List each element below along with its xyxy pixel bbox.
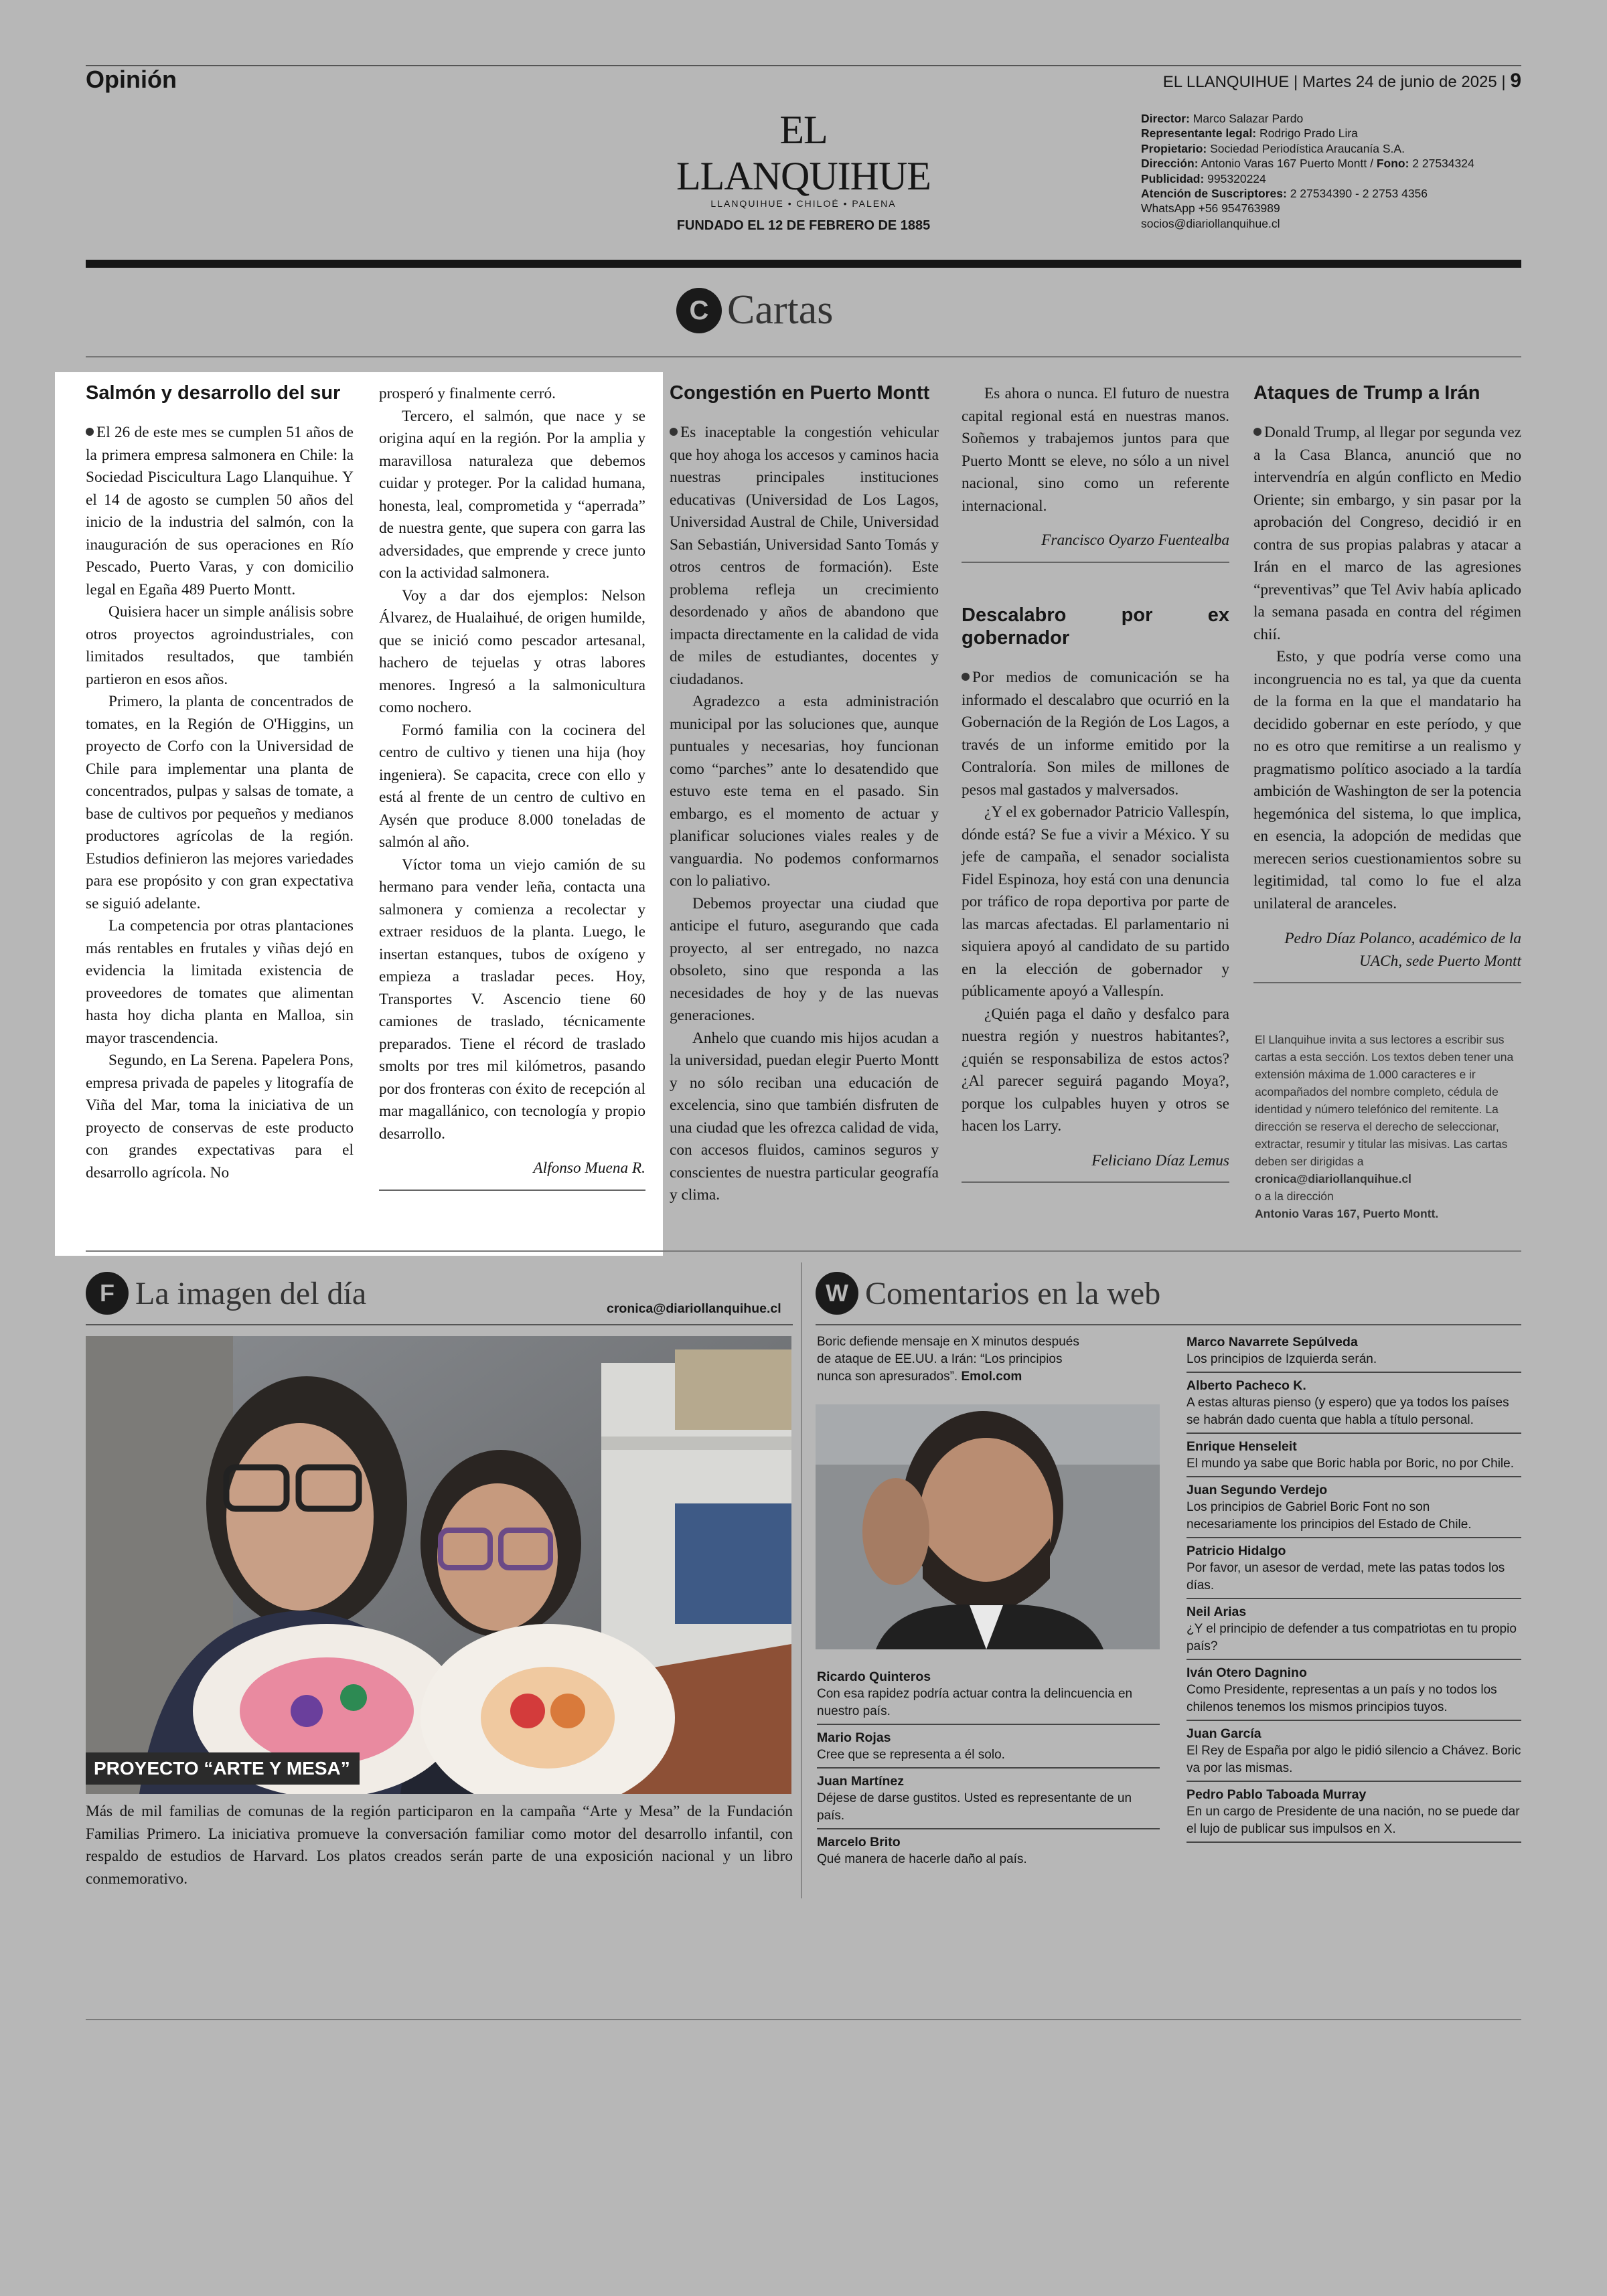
paragraph: Debemos proyectar una ciudad que anticipe el futuro, asegurando que cada proyecto, al ser entregado, no nazca obsoleto, sino que responda a las necesidades de hoy y de las nuevas generaciones. (670, 894, 939, 1024)
paragraph: Es ahora o nunca. El futuro de nuestra capital regional está en nuestras manos. Soñemos y trabajemos juntos para que Puerto Montt se eleve, no sólo a un nivel nacional, sino como un referente internacional. (962, 385, 1229, 515)
signature: Alfonso Muena R. (533, 1159, 645, 1177)
bullet-icon (86, 428, 94, 436)
column-rule (962, 562, 1229, 563)
comment-item (1187, 1377, 1521, 1434)
photo-illustration (86, 1336, 791, 1794)
imagen-title: La imagen del día (135, 1275, 367, 1311)
comment-author: Iván Otero Dagnino (1187, 1665, 1307, 1680)
comment-text: En un cargo de Presidente de una nación, no se puede dar el lujo de publicar sus impulsos en X. (1187, 1805, 1520, 1836)
paragraph: Es inaceptable la congestión vehicular que hoy ahoga los accesos y caminos hacia nuestras principales instituciones educativas (Universidad de Los Lagos, Universidad Austral de Chile, Universidad San Sebastián, Universidad Santo Tomás y otros centros de formación). Este problema refleja un crecimiento desordenado y años de abandono que impacta directamente en la calidad de vida de miles de estudiantes, docentes y ciudadanos. (670, 424, 939, 688)
comment-item (1187, 1664, 1521, 1721)
comment-item (817, 1773, 1160, 1829)
comment-text: El mundo ya sabe que Boric habla por Boric, no por Chile. (1187, 1457, 1514, 1471)
comentarios-rule (816, 1324, 1521, 1325)
paragraph: prosperó y finalmente cerró. (379, 385, 556, 402)
comment-text: Qué manera de hacerle daño al país. (817, 1852, 1027, 1866)
letter-title: Salmón y desarrollo del sur (86, 382, 341, 404)
staff-line: socios@diariollanquihue.cl (1141, 216, 1280, 230)
vertical-divider (801, 1262, 802, 1898)
paragraph: ¿Quién paga el daño y desfalco para nuestra región y nuestros habitantes?, ¿quién se responsabiliza de estos actos? ¿Al parecer seguirá pagando Moya?, porque los culpables huyen y otros se hacen los Larry. (962, 1005, 1229, 1135)
paragraph: Primero, la planta de concentrados de tomates, en la Región de O'Higgins, un proyecto de Corfo con la Universidad de Chile para implementar una planta de concentrados, pulpas y salsas de tomate, a base de cultivos por pequeños y medianos productores agrícolas de la región. Estudios definieron las mejores variedades para ese propósito y con gran expectativa se siguió adelante. (86, 693, 354, 912)
staff-line: Propietario: Sociedad Periodística Araucanía S.A. (1141, 141, 1405, 155)
comment-text: ¿Y el principio de defender a tus compatriotas en tu propio país? (1187, 1622, 1517, 1653)
comment-item (1187, 1786, 1521, 1843)
comment-text: Como Presidente, representas a un país y no todos los chilenos tenemos los mismos principios tuyos. (1187, 1683, 1497, 1714)
masthead (656, 107, 951, 234)
paragraph: Por medios de comunicación se ha informado el descalabro que ocurrió en la Gobernación de la Región de Los Lagos, a través de un informe emitido por la Contraloría. Son miles de millones de pesos mal gastados y malversados. (962, 669, 1229, 799)
dateline: EL LLANQUIHUE | Martes 24 de junio de 2025 | 9 (1162, 70, 1521, 92)
column-rule (1253, 982, 1521, 983)
comment-author: Neil Arias (1187, 1605, 1247, 1619)
signature: Francisco Oyarzo Fuentealba (1041, 531, 1229, 549)
comment-author: Ricardo Quinteros (817, 1669, 931, 1684)
signature: Pedro Díaz Polanco, académico de la UACh, sede Puerto Montt (1284, 930, 1521, 970)
comment-rule (1187, 1537, 1521, 1538)
comment-author: Juan Martínez (817, 1774, 905, 1789)
comment-rule (1187, 1372, 1521, 1373)
comment-author: Patricio Hidalgo (1187, 1544, 1286, 1558)
comments-left (817, 1668, 1160, 1868)
letter-continuation (962, 383, 1229, 576)
comment-author: Enrique Henseleit (1187, 1439, 1297, 1454)
paragraph: Víctor toma un viejo camión de su hermano para vender leña, contacta una salmonera y comienza a recolectar y extraer residuos de la planta. Luego, le insertan estanques, tubos de oxígeno y empieza a trasladar peces. Hoy, Transportes V. Ascencio tiene 60 camiones de traslado, técnicamente preparados. Tiene el récord de traslado smolts por tres mil kilómetros, pasando por dos fronteras con éxito de recepción al mar magallánico, con tecnología y propio desarrollo. (379, 855, 645, 1143)
comment-text: A estas alturas pienso (y espero) que ya todos los países se habrán dado cuenta que habla a título personal. (1187, 1396, 1509, 1427)
staff-line: Dirección: Antonio Varas 167 Puerto Montt / Fono: 2 27534324 (1141, 157, 1474, 171)
paragraph: Agradezco a esta administración municipal por las soluciones que, aunque puntuales y necesarias, hoy funcionan como “parches” ante lo desatendido que estuvo este tema en el pasado. Sin embargo, es el momento de actuar y planificar soluciones viales reales y de vanguardia. No podemos conformarnos con lo paliativo. (670, 693, 939, 890)
comment-text: Déjese de darse gustitos. Usted es representante de un país. (817, 1791, 1132, 1823)
comment-item (817, 1729, 1160, 1769)
comment-rule (1187, 1659, 1521, 1660)
paragraph: Quisiera hacer un simple análisis sobre otros proyectos agroindustriales, con limitados resultados, que también partieron en esos años. (86, 603, 354, 688)
letter-title: Ataques de Trump a Irán (1253, 382, 1480, 404)
staff-line: Representante legal: Rodrigo Prado Lira (1141, 127, 1358, 141)
comment-item (1187, 1333, 1521, 1373)
section-divider (86, 1250, 1521, 1252)
staff-box (1141, 111, 1516, 231)
comment-author: Juan García (1187, 1726, 1261, 1741)
comments-right (1187, 1333, 1521, 1847)
comment-text: Con esa rapidez podría actuar contra la delincuencia en nuestro país. (817, 1687, 1133, 1718)
bullet-icon (962, 673, 970, 681)
comment-item (1187, 1542, 1521, 1599)
note-text: El Llanquihue invita a sus lectores a escribir sus cartas a esta sección. Los textos deben tener una extensión máxima de 1.000 caracteres e ir acompañados del nombre completo, cédula de identidad y número telefónico del remitente. La dirección se reserva el derecho de seleccionar, extractar, resumir y titular las misivas. Las cartas deben ser dirigidas a (1255, 1033, 1514, 1168)
comment-rule (817, 1828, 1160, 1829)
comment-rule (1187, 1720, 1521, 1721)
cartas-title: Cartas (727, 287, 834, 333)
paragraph: Anhelo que cuando mis hijos acudan a la universidad, puedan elegir Puerto Montt y no sólo reciban una educación de excelencia, sino que también disfruten de una ciudad que les ofrezca calidad de vida, con accesos fluidos, caminos seguros y conscientes de nuestra particular geografía y clima. (670, 1029, 939, 1204)
masthead-subtitle: LLANQUIHUE • CHILOÉ • PALENA (710, 198, 897, 209)
cartas-icon: C (676, 288, 722, 333)
page-number: 9 (1510, 70, 1521, 92)
comment-rule (1187, 1598, 1521, 1599)
header-bar (86, 260, 1521, 268)
photo-boric (816, 1404, 1160, 1649)
comment-item (1187, 1725, 1521, 1782)
comment-item (1187, 1603, 1521, 1660)
paragraph: El 26 de este mes se cumplen 51 años de la primera empresa salmonera en Chile: la Sociedad Piscicultura Lago Llanquihue. Y el 14 de agosto se cumplen 50 años del inicio de la industria del salmón, con la inauguración de sus operaciones en Río Pescado, Puerto Varas, y con domicilio legal en Egaña 489 Puerto Montt. (86, 424, 354, 598)
letter-salmon-col1 (86, 382, 354, 1184)
comentarios-icon: W (816, 1272, 858, 1315)
imagen-icon: F (86, 1272, 129, 1315)
staff-line: Director: Marco Salazar Pardo (1141, 112, 1304, 125)
comment-text: Por favor, un asesor de verdad, mete las patas todos los días. (1187, 1561, 1505, 1592)
masthead-title: EL LLANQUIHUE (676, 108, 931, 198)
lead-source[interactable]: Emol.com (961, 1370, 1022, 1384)
comment-rule (817, 1767, 1160, 1769)
comment-author: Alberto Pacheco K. (1187, 1378, 1306, 1393)
comment-rule (1187, 1432, 1521, 1434)
staff-line: WhatsApp +56 954763989 (1141, 201, 1280, 216)
comment-item (817, 1668, 1160, 1725)
comment-text: Los principios de Gabriel Boric Font no son necesariamente los principios del Estado de Chile. (1187, 1500, 1472, 1532)
comment-rule (1187, 1781, 1521, 1782)
comment-item (1187, 1438, 1521, 1477)
comment-author: Marco Navarrete Sepúlveda (1187, 1335, 1358, 1349)
note-or: o a la dirección (1255, 1190, 1334, 1203)
comment-rule (1187, 1841, 1521, 1843)
comment-item (817, 1833, 1160, 1868)
submission-note (1255, 1031, 1521, 1222)
comment-text: El Rey de España por algo le pidió silencio a Chávez. Boric va por las mismas. (1187, 1744, 1521, 1775)
letter-descalabro (962, 604, 1229, 1183)
comment-author: Marcelo Brito (817, 1835, 901, 1850)
comentarios-lead: Boric defiende mensaje en X minutos después de ataque de EE.UU. a Irán: “Los principios nunca son apresurados”. Emol.com (817, 1335, 1079, 1384)
comment-author: Mario Rojas (817, 1730, 891, 1745)
paragraph: La competencia por otras plantaciones más rentables en frutales y viñas dejó en evidencia la limitada existencia de proveedores de tomates que alimentan hasta hoy dicha planta en Malloa, sin mayor trascendencia. (86, 917, 354, 1047)
comment-author: Pedro Pablo Taboada Murray (1187, 1787, 1367, 1802)
imagen-email[interactable]: cronica@diariollanquihue.cl (607, 1301, 781, 1316)
letter-salmon-col2 (379, 383, 645, 1191)
photo-arte-y-mesa (86, 1336, 791, 1794)
column-rule (962, 1181, 1229, 1183)
comment-text: Cree que se representa a él solo. (817, 1748, 1005, 1762)
section-label: Opinión (86, 66, 177, 93)
letter-congestion (670, 382, 939, 1207)
footer-rule (86, 2019, 1521, 2020)
dateline-date: Martes 24 de junio de 2025 (1302, 73, 1497, 91)
note-address: Antonio Varas 167, Puerto Montt. (1255, 1207, 1439, 1220)
comment-rule (817, 1724, 1160, 1725)
paragraph: Esto, y que podría verse como una incongruencia no es tal, ya que da cuenta de la forma en la que el mandatario ha decidido gobernar en este período, y que no es otro que remitirse a un realismo y pragmatismo político asociado a la tardía ambición de Washington de ser la potencia hegemónica del sistema, lo que implica, en esencia, la adopción de medidas que merecen serios cuestionamientos sobre su legitimidad, tal como lo fue el alza unilateral de aranceles. (1253, 648, 1521, 912)
comentarios-title: Comentarios en la web (865, 1275, 1161, 1311)
photo-label: PROYECTO “ARTE Y MESA” (86, 1752, 360, 1785)
masthead-founded: FUNDADO EL 12 DE FEBRERO DE 1885 (676, 218, 931, 233)
paragraph: Tercero, el salmón, que nace y se origina aquí en la región. Por la amplia y maravillosa naturaleza que debemos cuidar y proteger. Por la calidad humana, honesta, leal, comprometida y “aperrada” de nuestra gente, que supera con garra las adversidades, que emprende y crece junto con la actividad salmonera. (379, 407, 645, 582)
paragraph: Segundo, en La Serena. Papelera Pons, empresa privada de papeles y litografía de Viña del Mar, toma la iniciativa de un proyecto de conservas de este producto con grandes expectativas para el desarrollo agrícola. No (86, 1052, 354, 1181)
staff-line: Publicidad: 995320224 (1141, 171, 1266, 185)
comment-text: Los principios de Izquierda serán. (1187, 1352, 1377, 1366)
column-rule (379, 1190, 645, 1191)
signature: Feliciano Díaz Lemus (1091, 1151, 1229, 1169)
photo-caption: Más de mil familias de comunas de la región participaron en la campaña “Arte y Mesa” de la Fundación Familias Primero. La iniciativa promueve la conversación familiar como motor del desarrollo infantil, con respaldo de estudios de Harvard. Los platos creados serán parte de una exposición nacional y un libro conmemorativo. (86, 1803, 793, 1888)
comment-rule (1187, 1476, 1521, 1477)
letter-trump (1253, 382, 1521, 983)
note-email[interactable]: cronica@diariollanquihue.cl (1255, 1172, 1411, 1185)
paragraph: Donald Trump, al llegar por segunda vez a la Casa Blanca, anunció que no intervendría en algún conflicto en Medio Oriente; sin embargo, y sin pasar por la aprobación del Congreso, decidió ir en contra de sus propias palabras y atacar a Irán en el marco de las agresiones “preventivas” que Tel Aviv había aplicado la semana pasada en contra del régimen chií. (1253, 424, 1521, 643)
paragraph: Formó familia con la cocinera del centro de cultivo y tienen una hija (hoy ingeniera). Se capacita, crece con ello y está al frente de un centro de cultivo en Aysén que produce 8.000 toneladas de salmón al año. (379, 721, 645, 851)
letter-title: Congestión en Puerto Montt (670, 382, 930, 404)
comment-item (1187, 1481, 1521, 1538)
bullet-icon (1253, 428, 1261, 436)
dateline-newspaper: EL LLANQUIHUE (1162, 73, 1290, 91)
paragraph: Voy a dar dos ejemplos: Nelson Álvarez, de Hualaihué, de origen humilde, que se inició como pescador artesanal, hachero de tejuelas y otras labores menores. Ingresó a la salmonicultura como nochero. (379, 586, 645, 716)
imagen-header (86, 1272, 366, 1315)
top-rule (86, 65, 1521, 66)
comment-author: Juan Segundo Verdejo (1187, 1483, 1328, 1497)
cartas-header (676, 286, 833, 334)
paragraph: ¿Y el ex gobernador Patricio Vallespín, dónde está? Se fue a vivir a México. Y su jefe de campaña, el senador socialista Fidel Espinoza, hoy está con una denuncia por tráfico de ropa deportiva por parte de las marcas afectadas. El parlamentario ni siquiera apoyó al candidato de su partido en la elección de gobernador y públicamente apoyó a Vallespín. (962, 803, 1229, 1000)
bullet-icon (670, 428, 678, 436)
letter-title: Descalabro por ex gobernador (962, 604, 1229, 649)
comentarios-header (816, 1272, 1160, 1315)
portrait-illustration (816, 1404, 1160, 1649)
staff-line: Atención de Suscriptores: 2 27534390 - 2 2753 4356 (1141, 187, 1428, 201)
imagen-rule (86, 1324, 793, 1325)
cartas-rule (86, 356, 1521, 357)
